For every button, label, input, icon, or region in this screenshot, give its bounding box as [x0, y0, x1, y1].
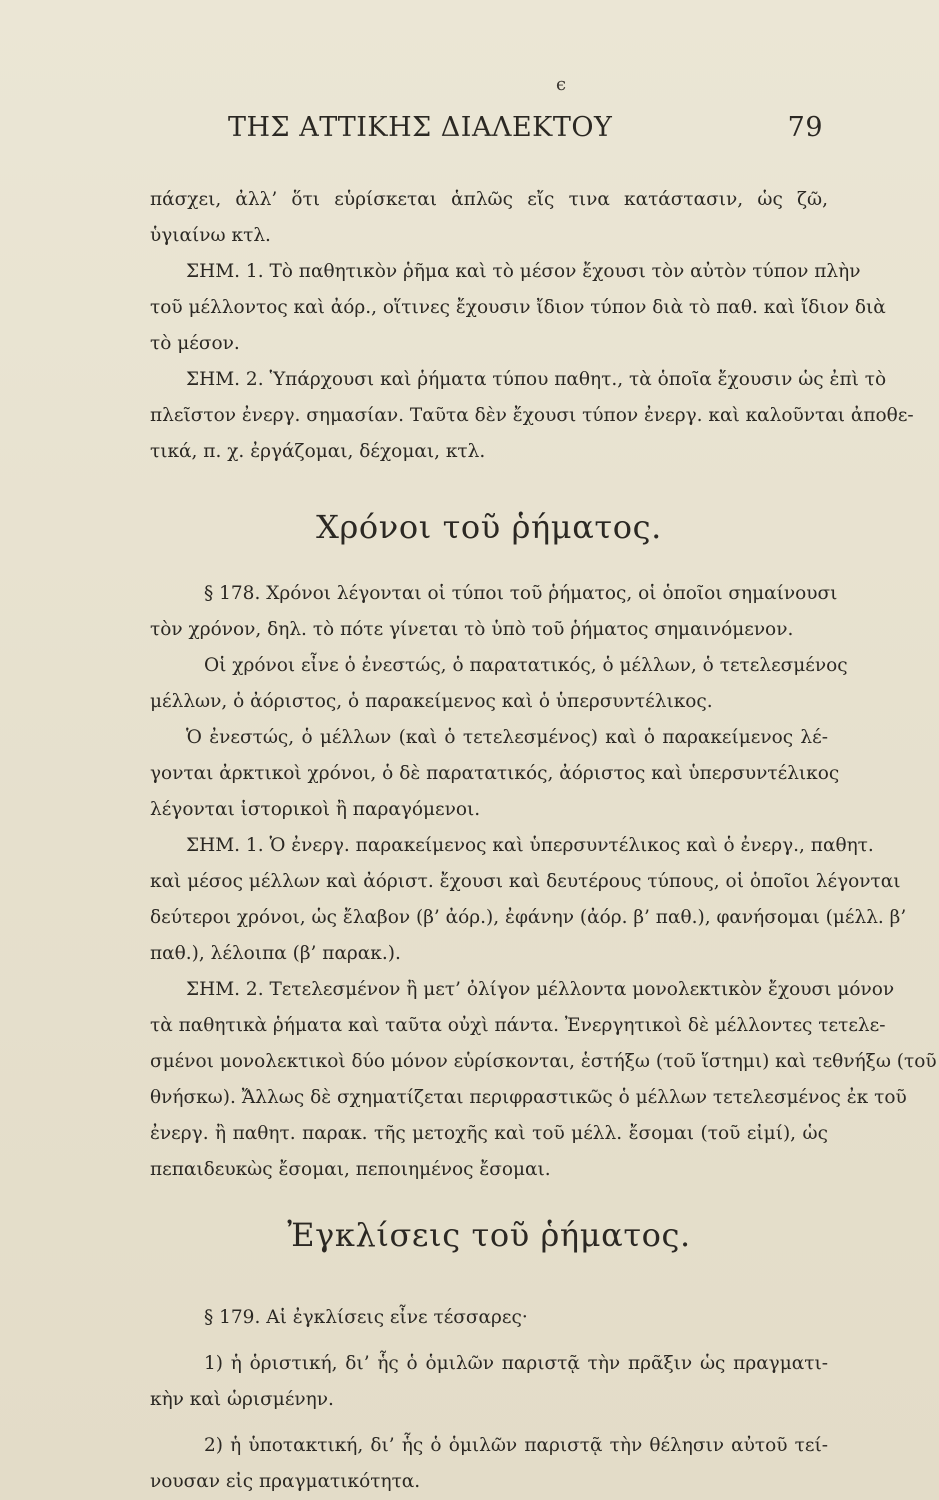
section-heading-tenses: Χρόνοι τοῦ ῥήματος.	[316, 508, 662, 546]
note-line: ΣΗΜ. 1. Ὁ ἐνεργ. παρακείμενος καὶ ὑπερσυντέλικος καὶ ὁ ἐνεργ., παθητ.	[186, 835, 874, 856]
text-line: ὑγιαίνω κτλ.	[150, 225, 271, 246]
note-line: ΣΗΜ. 1. Τὸ παθητικὸν ῥῆμα καὶ τὸ μέσον ἔχουσι τὸν αὐτὸν τύπον πλὴν	[186, 261, 861, 282]
list-item-line: νουσαν εἰς πραγματικότητα.	[150, 1471, 421, 1492]
note-line: τοῦ μέλλοντος καὶ ἀόρ., οἵτινες ἔχουσιν ἴδιον τύπον διὰ τὸ παθ. καὶ ἴδιον διὰ	[150, 297, 886, 318]
running-head	[150, 112, 823, 152]
note-line: πλεῖστον ἐνεργ. σημασίαν. Ταῦτα δὲν ἔχουσι τύπον ἐνεργ. καὶ καλοῦνται ἀποθε-	[150, 405, 914, 426]
note-line: σμένοι μονολεκτικοὶ δύο μόνον εὑρίσκονται, ἑστήξω (τοῦ ἵστημι) καὶ τεθνήξω (τοῦ	[150, 1051, 937, 1072]
paragraph-line: Οἱ χρόνοι εἶνε ὁ ἐνεστώς, ὁ παρατατικός, ὁ μέλλων, ὁ τετελεσμένος	[204, 655, 848, 676]
note-line: τὸ μέσον.	[150, 333, 240, 354]
text-line: πάσχει, ἀλλ’ ὅτι εὑρίσκεται ἁπλῶς εἴς τινα κατάστασιν, ὡς ζῶ,	[150, 189, 828, 210]
paragraph-line: Ὁ ἐνεστώς, ὁ μέλλων (καὶ ὁ τετελεσμένος) καὶ ὁ παρακείμενος λέ-	[186, 727, 828, 748]
note-line: πεπαιδευκὼς ἔσομαι, πεποιημένος ἔσομαι.	[150, 1159, 551, 1180]
note-line: ΣΗΜ. 2. Ὑπάρχουσι καὶ ῥήματα τύπου παθητ., τὰ ὁποῖα ἔχουσιν ὡς ἐπὶ τὸ	[186, 369, 887, 390]
note-line: τὰ παθητικὰ ῥήματα καὶ ταῦτα οὐχὶ πάντα. Ἐνεργητικοὶ δὲ μέλλοντες τετελε-	[150, 1015, 886, 1036]
page-number: 79	[787, 112, 823, 143]
printer-mark: ϵ	[556, 74, 567, 95]
section-heading-moods: Ἐγκλίσεις τοῦ ῥήματος.	[287, 1216, 691, 1254]
list-item-line: κὴν καὶ ὡρισμένην.	[150, 1389, 334, 1410]
list-item-line: 2) ἡ ὑποτακτική, δι’ ἧς ὁ ὁμιλῶν παριστᾷ τὴν θέλησιν αὐτοῦ τεί-	[204, 1435, 828, 1456]
running-title: ΤΗΣ ΑΤΤΙΚΗΣ ΔΙΑΛΕΚΤΟΥ	[228, 112, 613, 143]
list-item-line: 1) ἡ ὁριστική, δι’ ἧς ὁ ὁμιλῶν παριστᾷ τὴν πρᾶξιν ὡς πραγματι-	[204, 1353, 828, 1374]
paragraph-line: § 178. Χρόνοι λέγονται οἱ τύποι τοῦ ῥήματος, οἱ ὁποῖοι σημαίνουσι	[204, 583, 838, 604]
note-line: θνήσκω). Ἄλλως δὲ σχηματίζεται περιφραστικῶς ὁ μέλλων τετελεσμένος ἐκ τοῦ	[150, 1087, 907, 1108]
paragraph-line: μέλλων, ὁ ἀόριστος, ὁ παρακείμενος καὶ ὁ ὑπερσυντέλικος.	[150, 691, 713, 712]
note-line: τικά, π. χ. ἐργάζομαι, δέχομαι, κτλ.	[150, 441, 486, 462]
note-line: ἐνεργ. ἢ παθητ. παρακ. τῆς μετοχῆς καὶ τοῦ μέλλ. ἔσομαι (τοῦ εἰμί), ὡς	[150, 1123, 828, 1144]
paragraph-line: γονται ἀρκτικοὶ χρόνοι, ὁ δὲ παρατατικός, ἀόριστος καὶ ὑπερσυντέλικος	[150, 763, 840, 784]
page-body	[150, 182, 937, 1500]
note-line: καὶ μέσος μέλλων καὶ ἀόριστ. ἔχουσι καὶ δευτέρους τύπους, οἱ ὁποῖοι λέγονται	[150, 871, 901, 892]
paragraph-line: § 179. Αἱ ἐγκλίσεις εἶνε τέσσαρες·	[204, 1307, 528, 1328]
paragraph-line: τὸν χρόνον, δηλ. τὸ πότε γίνεται τὸ ὑπὸ τοῦ ῥήματος σημαινόμενον.	[150, 619, 794, 640]
note-line: ΣΗΜ. 2. Τετελεσμένον ἢ μετ’ ὀλίγον μέλλοντα μονολεκτικὸν ἔχουσι μόνον	[186, 979, 895, 1000]
note-line: δεύτεροι χρόνοι, ὡς ἔλαβον (β’ ἀόρ.), ἐφάνην (ἀόρ. β’ παθ.), φανήσομαι (μέλλ. β’	[150, 907, 907, 928]
note-line: παθ.), λέλοιπα (β’ παρακ.).	[150, 943, 401, 964]
paragraph-line: λέγονται ἱστορικοὶ ἢ παραγόμενοι.	[150, 799, 481, 820]
